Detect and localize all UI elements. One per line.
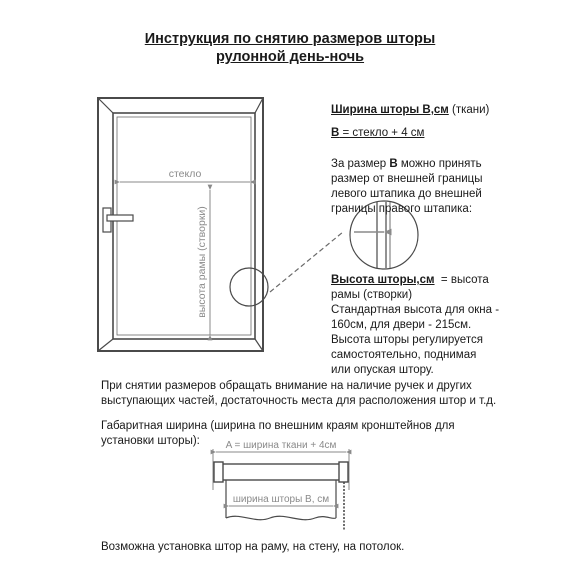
width-heading-note: (ткани) [448,104,490,116]
width-formula [331,126,424,141]
height-line7: или опуская штору. [331,364,434,376]
height-line5: Высота шторы регулируется [331,334,483,346]
note1-line1: При снятии размеров обращать внимание на наличие ручек и других [101,380,472,392]
width-desc-line1 [331,157,482,172]
width-desc-line2: размер от внешней границы [331,173,483,185]
note2-line2: установки шторы): [101,435,200,447]
desc-post: можно принять [397,158,482,170]
glass-label: стекло [168,168,202,180]
height-line4: 160см, для двери - 215см. [331,319,472,331]
blind-cassette [218,464,343,480]
desc-pre: За размер [331,158,390,170]
bracket-label-a: A = ширина ткани + 4см [225,440,337,451]
width-desc-line3: левого штапика до внешней [331,188,482,200]
note3: Возможна установка штор на раму, на стену, на потолок. [101,541,405,553]
roller-blind-diagram [213,440,349,530]
page-title: Инструкция по снятию размеров шторы [144,31,436,47]
height-line6: самостоятельно, поднимая [331,349,477,361]
page-subtitle: рулонной день-ночь [215,49,365,65]
formula-letter: B [331,127,340,139]
width-desc-line4: границы правого штапика: [331,203,473,215]
formula-rest: = стекло + 4 см [339,127,425,139]
right-bracket [339,462,348,482]
note1-line2: выступающих частей, достаточность места для расположения штор и т.д. [101,395,497,407]
bracket-label-b: ширина шторы B, см [232,494,330,505]
note2-line1: Габаритная ширина (ширина по внешним краям кронштейнов для [101,420,455,432]
height-line2: рамы (створки) [331,289,413,301]
sash-height-label: высота рамы (створки) [196,206,208,318]
height-heading: Высота шторы,см [331,274,435,286]
desc-letter: B [389,158,398,170]
height-line3: Стандартная высота для окна - [331,304,500,316]
width-heading: Ширина шторы B,см [331,104,449,116]
height-heading-line [331,273,489,288]
window-sash [113,113,255,339]
height-heading-rest: = высота [434,274,489,286]
fabric-bottom [226,516,336,519]
left-bracket [214,462,223,482]
width-heading-line [331,103,489,118]
